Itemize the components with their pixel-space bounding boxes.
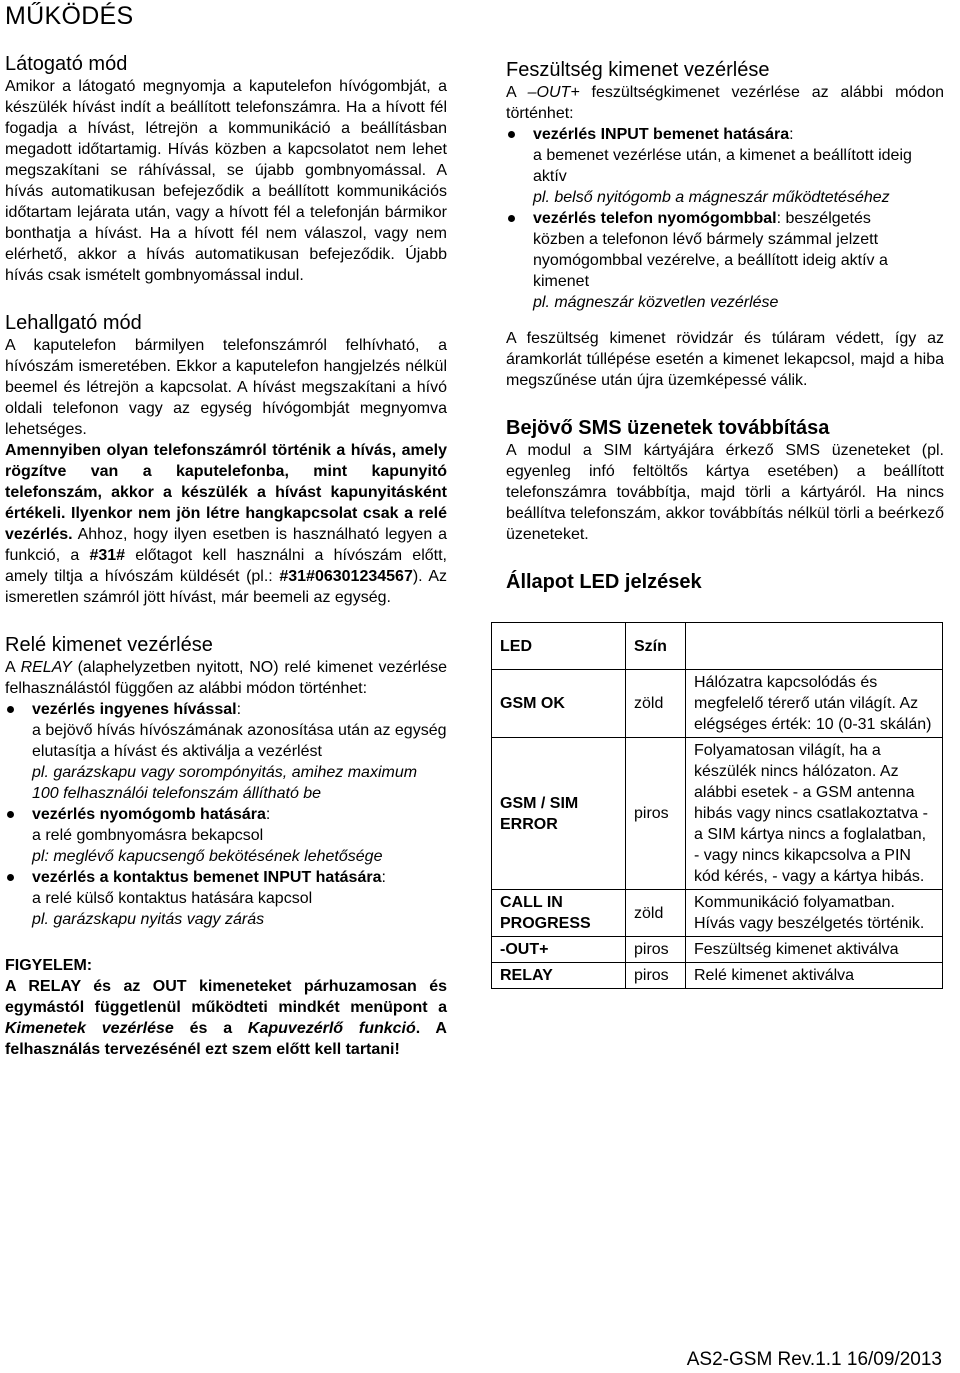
prefix-example: #31#06301234567	[279, 568, 413, 585]
voltage-output-list	[506, 124, 944, 313]
left-column	[5, 52, 447, 1060]
voltage-output-protection-note: A feszültség kimenet rövidzár és túláram védett, így az áramkorlát túllépése esetén a kimenet lekapcsol, majd a hiba megszűnése után újra üzemképessé válik.	[506, 330, 944, 389]
table-row: GSM / SIM ERROR piros Folyamatosan világít, ha a készülék nincs hálózaton. Az alábbi esetek - a GSM antenna hibás vagy nincs csatlakoztatva - a SIM kártya nincs a foglalatban, - vagy nincs kikapcsolva a PIN kód kérés, - vagy a kártya hibás.	[492, 738, 943, 890]
right-column	[506, 58, 944, 594]
listener-mode-text: A kaputelefon bármilyen telefonszámról felhívható, a hívószám ismeretében. Ekkor a kaputelefon hangjelzés nélkül beemel és létrejön a kapcsolat. A hívást megszakítani a hívó oldali telefonon vagy az egység hívógombját megnyomva lehetséges.	[5, 337, 447, 438]
table-header-row	[492, 623, 943, 670]
relay-control-heading: Relé kimenet vezérlése	[5, 634, 213, 656]
list-item: vezérlés nyomógomb hatására: a relé gombnyomásra bekapcsol pl: meglévő kapucsengő bekötésének lehetősége	[5, 804, 447, 867]
gate-number-bold-text: Amennyiben olyan telefonszámról történik a hívás, amely rögzítve van a kaputelefonba, mint kapunyitó telefonszám, akkor a készülék a hívást kapunyitásként értékeli. Ilyenkor nem jön létre hangkapcsolat csak a relé vezérlés.	[5, 442, 447, 543]
sms-forward-heading: Bejövő SMS üzenetek továbbítása	[506, 417, 830, 439]
table-row: GSM OK zöld Hálózatra kapcsolódás és megfelelő térerő után világít. Az elégséges érték: 10 (0-31 skálán)	[492, 670, 943, 738]
table-row: RELAY piros Relé kimenet aktiválva	[492, 963, 943, 989]
column-header-led: LED	[492, 623, 626, 670]
footer-revision: AS2-GSM Rev.1.1 16/09/2013	[686, 1349, 942, 1370]
warning-text: A RELAY és az OUT kimeneteket párhuzamosan és egymástól függetlenül működteti mindkét menüpont a Kimenetek vezérlése és a Kapuvezérlő funkció. A felhasználás tervezésénél ezt szem előtt kell tartani!	[5, 978, 447, 1058]
visitor-mode-heading: Látogató mód	[5, 53, 128, 75]
column-header-description	[686, 623, 943, 670]
voltage-output-heading: Feszültség kimenet vezérlése	[506, 59, 770, 81]
listener-mode-gate-text: Amennyiben olyan telefonszámról történik a hívás, amely rögzítve van a kaputelefonba, mint kapunyitó telefonszám, akkor a készülék a hívást kapunyitásként értékeli. Ilyenkor nem jön létre hangkapcsolat csak a relé vezérlés. Ahhoz, hogy ilyen esetben is használható legyen a funkció, a #31# előtagot kell használni a hívószám előtt, amely tiltja a hívószám küldését (pl.: #31#06301234567). Az ismeretlen számról jött hívást, már beemeli az egység.	[5, 442, 448, 606]
page-title: MŰKÖDÉS	[5, 2, 134, 30]
list-item: vezérlés INPUT bemenet hatására: a bemenet vezérlése után, a kimenet a beállított ideig aktív pl. belső nyitógomb a mágneszár működtetéséhez	[506, 124, 944, 208]
sms-forward-text: A modul a SIM kártyájára érkező SMS üzeneteket (pl. egyenleg infó feltöltős kártya esetében) a beállított telefonszámra továbbítja, majd törli a kártyáról. Ha nincs beállítva telefonszám, akkor továbbítás nélkül törli a beérkező üzeneteket.	[506, 442, 944, 543]
voltage-output-intro: A –OUT+ feszültségkimenet vezérlése az alábbi módon történhet:	[506, 84, 945, 122]
list-item: vezérlés ingyenes hívással: a bejövő hívás hívószámának azonosítása után az egység elutasítja a hívást és aktiválja a vezérlést pl. garázskapu vagy sorompónyitás, amihez maximum 100 felhasználói telefonszám állítható be	[5, 699, 447, 804]
column-header-color: Szín	[626, 623, 686, 670]
list-item: vezérlés telefon nyomógombbal: beszélgetés közben a telefonon lévő bármely számmal jelzett nyomógombbal vezérelve, a beállított ideig aktív a kimenet pl. mágneszár közvetlen vezérlése	[506, 208, 944, 313]
relay-control-list	[5, 699, 447, 930]
visitor-mode-text: Amikor a látogató megnyomja a kaputelefon hívógombját, a készülék hívást indít a beállított telefonszámra. Ha a hívott fél fogadja a hívást, létrejön a kommunikáció a beállításban megadott időtartamig. Hívás közben a kapcsolatot nem lehet megszakítani se ráhívással, se újabb gombnyomással. A hívás automatikusan befejeződik a beállított kommunikációs időtartam lejárata után, vagy a hívott fél a telefonján bármikor bonthatja a hívást. Ha a hívott fél nem válaszol, vagy nem elérhető, akkor a hívás automatikusan befejeződik. Újabb hívás csak ismételt gombnyomással indul.	[5, 78, 447, 284]
table-row: CALL IN PROGRESS zöld Kommunikáció folyamatban. Hívás vagy beszélgetés történik.	[492, 890, 943, 937]
led-status-heading: Állapot LED jelzések	[506, 571, 702, 593]
listener-mode-heading: Lehallgató mód	[5, 312, 142, 334]
prefix-code: #31#	[89, 547, 126, 564]
led-status-table	[491, 622, 943, 989]
relay-control-intro: A RELAY (alaphelyzetben nyitott, NO) relé kimenet vezérlése felhasználástól függően az alábbi módon történhet:	[5, 659, 448, 697]
warning-title: FIGYELEM:	[5, 957, 93, 974]
table-row: -OUT+ piros Feszültség kimenet aktiválva	[492, 937, 943, 963]
list-item: vezérlés a kontaktus bemenet INPUT hatására: a relé külső kontaktus hatására kapcsol pl. garázskapu nyitás vagy zárás	[5, 867, 447, 930]
